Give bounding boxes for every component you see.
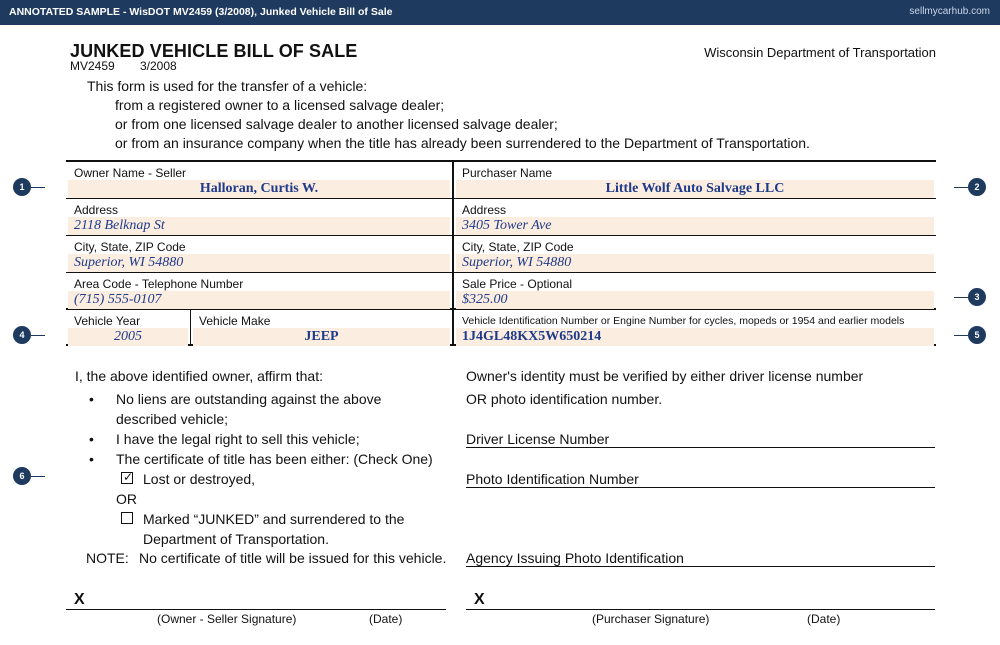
purchaser-signature-x: X — [474, 591, 485, 608]
annotation-marker-1: 1 — [13, 178, 31, 196]
intro-line-2: or from one licensed salvage dealer to another licensed salvage dealer; — [115, 116, 558, 132]
photo-id-label: Photo Identification Number — [466, 471, 639, 487]
bullet-2: • — [89, 431, 94, 447]
sale-price-field[interactable]: $325.00 — [456, 291, 934, 309]
annotation-line-1 — [31, 187, 45, 188]
purchaser-signature-line[interactable] — [466, 609, 935, 610]
vin-label: Vehicle Identification Number or Engine Number for cycles, mopeds or 1954 and earlier models — [462, 315, 905, 327]
intro-line-3: or from an insurance company when the title has already been surrendered to the Department of Transportation. — [115, 135, 810, 151]
vehicle-year-cell — [66, 310, 190, 347]
photo-id-line[interactable] — [466, 487, 935, 488]
affirm-no-liens-cont: described vehicle; — [116, 411, 229, 427]
purchaser-address-label: Address — [462, 203, 507, 217]
seller-signature-caption: (Owner - Seller Signature) — [157, 612, 297, 626]
seller-signature-line[interactable] — [66, 609, 446, 610]
vin-cell — [454, 310, 936, 347]
purchaser-address-field[interactable]: 3405 Tower Ave — [456, 217, 934, 235]
bullet-1: • — [89, 391, 94, 407]
banner-title: ANNOTATED SAMPLE - WisDOT MV2459 (3/2008), Junked Vehicle Bill of Sale — [9, 6, 393, 18]
purchaser-name-label: Purchaser Name — [462, 166, 553, 180]
purchaser-name-cell — [454, 162, 936, 199]
vehicle-make-field[interactable]: JEEP — [193, 328, 450, 346]
seller-address-cell — [66, 199, 452, 236]
annotation-line-3 — [954, 297, 968, 298]
seller-city-field[interactable]: Superior, WI 54880 — [68, 254, 450, 272]
seller-signature-x: X — [74, 591, 85, 608]
intro-lead: This form is used for the transfer of a vehicle: — [87, 78, 368, 94]
checkmark-icon: ✓ — [123, 470, 134, 484]
purchaser-name-field[interactable]: Little Wolf Auto Salvage LLC — [456, 180, 934, 198]
annotation-line-2 — [954, 187, 968, 188]
seller-date-caption: (Date) — [369, 612, 403, 626]
sale-price-label: Sale Price - Optional — [462, 277, 573, 291]
purchaser-signature-caption: (Purchaser Signature) — [592, 612, 710, 626]
form-date: 3/2008 — [140, 59, 177, 73]
sale-price-cell — [454, 273, 936, 310]
seller-phone-field[interactable]: (715) 555-0107 — [68, 291, 450, 309]
seller-phone-label: Area Code - Telephone Number — [74, 277, 244, 291]
purchaser-address-cell — [454, 199, 936, 236]
purchaser-date-caption: (Date) — [807, 612, 841, 626]
annotation-line-5 — [954, 335, 968, 336]
form-number: MV2459 — [70, 59, 115, 73]
annotation-line-4 — [31, 335, 45, 336]
identity-line-1: Owner's identity must be verified by either driver license number — [466, 368, 864, 384]
junked-surrendered-checkbox[interactable] — [121, 512, 133, 524]
purchaser-city-cell — [454, 236, 936, 273]
column-divider — [452, 162, 454, 344]
seller-city-label: City, State, ZIP Code — [74, 240, 186, 254]
year-make-divider — [190, 310, 191, 344]
affirm-lead: I, the above identified owner, affirm that: — [75, 368, 324, 384]
annotation-marker-3: 3 — [968, 288, 986, 306]
owner-name-cell — [66, 162, 452, 199]
agency-photo-id-label: Agency Issuing Photo Identification — [466, 550, 684, 566]
driver-license-label: Driver License Number — [466, 431, 610, 447]
vehicle-make-cell — [191, 310, 452, 347]
owner-name-field[interactable]: Halloran, Curtis W. — [68, 180, 450, 198]
agency-name: Wisconsin Department of Transportation — [704, 45, 936, 60]
identity-line-2: OR photo identification number. — [466, 391, 663, 407]
seller-phone-cell — [66, 273, 452, 310]
affirm-no-liens: No liens are outstanding against the above — [116, 391, 382, 407]
annotation-marker-4: 4 — [13, 326, 31, 344]
junked-surrendered-label: Marked “JUNKED” and surrendered to the — [143, 511, 405, 527]
intro-line-1: from a registered owner to a licensed salvage dealer; — [115, 97, 445, 113]
seller-city-cell — [66, 236, 452, 273]
note-text: No certificate of title will be issued for this vehicle. — [139, 550, 447, 566]
purchaser-city-label: City, State, ZIP Code — [462, 240, 574, 254]
affirm-title-status: The certificate of title has been either: (Check One) — [116, 451, 433, 467]
or-label: OR — [116, 491, 137, 507]
owner-name-label: Owner Name - Seller — [74, 166, 187, 180]
junked-surrendered-label-cont: Department of Transportation. — [143, 531, 329, 547]
top-banner — [0, 0, 1000, 25]
seller-address-label: Address — [74, 203, 119, 217]
vin-field[interactable]: 1J4GL48KX5W650214 — [456, 328, 934, 346]
purchaser-city-field[interactable]: Superior, WI 54880 — [456, 254, 934, 272]
affirm-legal-right: I have the legal right to sell this vehicle; — [116, 431, 360, 447]
annotation-marker-2: 2 — [968, 178, 986, 196]
annotation-marker-6: 6 — [13, 467, 31, 485]
annotation-line-6 — [31, 476, 45, 477]
seller-address-field[interactable]: 2118 Belknap St — [68, 217, 450, 235]
agency-photo-id-line[interactable] — [466, 566, 935, 567]
bullet-3: • — [89, 451, 94, 467]
vehicle-make-label: Vehicle Make — [199, 314, 271, 328]
annotation-marker-5: 5 — [968, 326, 986, 344]
banner-site: sellmycarhub.com — [909, 6, 990, 17]
lost-destroyed-label: Lost or destroyed, — [143, 471, 256, 487]
form-title: JUNKED VEHICLE BILL OF SALE — [70, 41, 358, 61]
driver-license-line[interactable] — [466, 447, 935, 448]
vehicle-year-field[interactable]: 2005 — [68, 328, 188, 346]
lost-destroyed-checkbox[interactable] — [121, 472, 133, 484]
note-label: NOTE: — [86, 550, 129, 566]
vehicle-sale-fields — [66, 160, 936, 346]
vehicle-year-label: Vehicle Year — [74, 314, 141, 328]
